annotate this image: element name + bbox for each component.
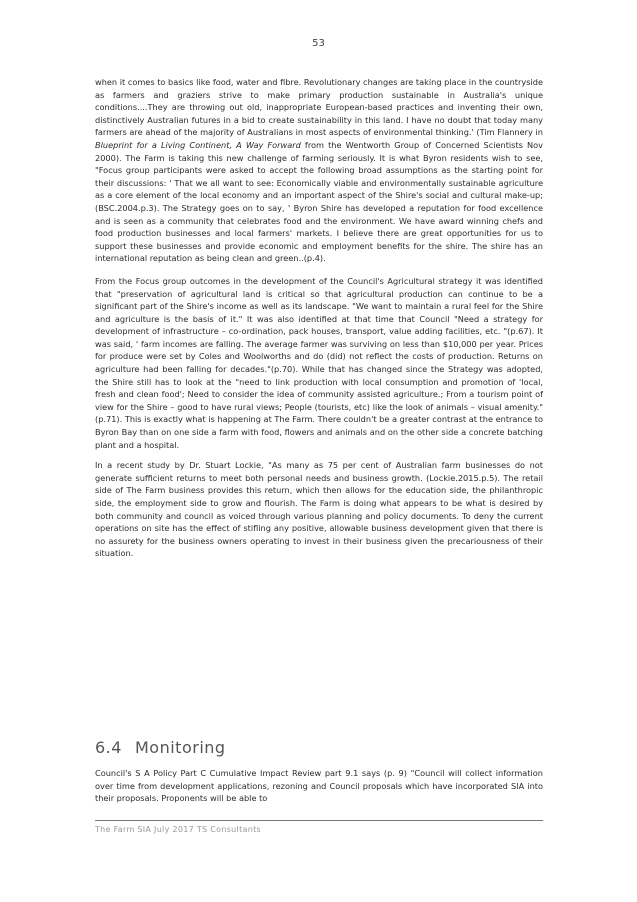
section-body: [95, 767, 543, 813]
section-number: 6.4: [95, 738, 122, 757]
footer-divider: [95, 820, 543, 821]
paragraph-1: [95, 76, 543, 265]
paragraph-1-text-b: from the Wentworth Group of Concerned Scientists Nov 2000). The Farm is taking this new challenge of farming seriously. It is what Byron residents wish to see, "Focus group participants were asked to accept the following broad assumptions as the starting point for their discussions: ' That we all want to see: Economically viable and environmentally sustainable agriculture as a core element of the local economy and an important aspect of the Shire's social and cultural make-up; (BSC.2004.p.3). The Strategy goes on to say, ' Byron Shire has developed a reputation for food excellence and is seen as a community that celebrates food and the environment. We have award winning chefs and food production businesses and local farmers' markets. I believe there are great opportunities for us to support these businesses and provide economic and employment benefits for the shire. The shire has an international reputation as being clean and green..(p.4).: [95, 139, 544, 264]
book-title: Blueprint for a Living Continent, A Way Forward: [95, 139, 301, 150]
paragraph-2: From the Focus group outcomes in the development of the Council's Agricultural strategy it was identified that "preservation of agricultural land is critical so that agricultural production can continue to be a significant part of the Shire's income as well as its landscape. "We want to maintain a rural feel for the Shire and agriculture is the basis of it." It was also identified at that time that Council "Need a strategy for development of infrastructure – co-ordination, pack houses, transport, value adding facilities, etc. "(p.67). It was said, ' farm incomes are falling. The average farmer was surviving on less than $10,000 per year. Prices for produce were set by Coles and Woolworths and do (did) not reflect the costs of production. Returns on agriculture had been falling for decades."(p.70). While that has changed since the Strategy was adopted, the Shire still has to look at the "need to link production with local consumption and promotion of 'local, fresh and clean food'; Need to consider the idea of community assisted agriculture.; From a tourism point of view for the Shire – good to have rural views; People (tourists, etc) like the look of animals – visual amenity." (p.71). This is exactly what is happening at The Farm. There couldn't be a greater contrast at the entrance to Byron Bay than on one side a farm with food, flowers and animals and on the other side a concrete batching plant and a hospital.: [95, 275, 543, 450]
section-heading: [95, 738, 226, 757]
body-text: [95, 76, 543, 568]
page-number: 53: [312, 38, 325, 49]
page-footer: The Farm SIA July 2017 TS Consultants: [95, 825, 261, 834]
section-paragraph: Council's S A Policy Part C Cumulative Impact Review part 9.1 says (p. 9) "Council will collect information over time from development applications, rezoning and Council proposals which have incorporated SIA into their proposals. Proponents will be able to: [95, 768, 543, 804]
paragraph-3: In a recent study by Dr. Stuart Lockie, "As many as 75 per cent of Australian farm businesses do not generate sufficient returns to meet both personal needs and business growth. (Lockie.2015.p.5). The retail side of The Farm business provides this return, which then allows for the education side, the philanthropic side, the employment side to grow and flourish. The Farm is doing what appears to be what is desired by both community and council as voiced through various planning and policy documents. To deny the current operations on site has the effect of stifling any positive, allowable business development given that there is no assurety for the business owners operating to invest in their business given the precariousness of their situation.: [95, 460, 543, 559]
section-title: Monitoring: [135, 738, 226, 757]
paragraph-1-text-a: when it comes to basics like food, water and fibre. Revolutionary changes are taking place in the countryside as farmers and graziers strive to make primary production sustainable in Australia's unique conditions....They are throwing out old, inappropriate European-based practices and inventing their own, distinctively Australian futures in a bid to create sustainability in this land. I have no doubt that today many farmers are ahead of the majority of Australians in most aspects of environmental thinking.' (Tim Flannery in: [95, 77, 543, 138]
